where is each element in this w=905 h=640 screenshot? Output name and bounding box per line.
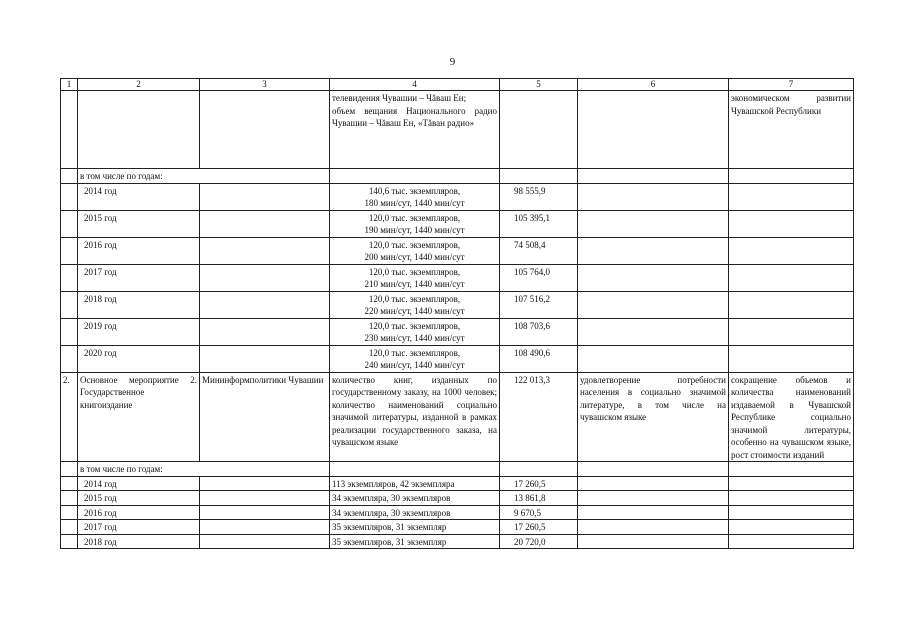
- cell: [200, 183, 330, 210]
- cell-line: 230 мин/сут, 1440 мин/сут: [364, 333, 465, 343]
- cell-line: объем вещания Национального радио Чувашии – Чăваш Ен, «Тăван радио»: [332, 105, 497, 128]
- year-cell: 2016 год: [78, 237, 200, 264]
- col-header: 5: [500, 79, 578, 91]
- cell-line: 190 мин/сут, 1440 мин/сут: [364, 225, 465, 235]
- cell: [578, 91, 729, 169]
- header-row: [61, 79, 854, 91]
- indicator-cell: 113 экземпляров, 42 экземпляра: [330, 476, 500, 491]
- cell: [578, 183, 729, 210]
- amount-cell: 17 260,5: [500, 520, 578, 535]
- cell: [61, 505, 78, 520]
- risk-cell: сокращение объемов и количества наименований издаваемой в Чувашской Республике социально значимой литературы, особенно на чувашском языке, рост стоимости изданий: [729, 372, 854, 462]
- year-row: [61, 534, 854, 549]
- amount-cell: 9 670,5: [500, 505, 578, 520]
- year-cell: 2019 год: [78, 318, 200, 345]
- cell: [578, 462, 729, 477]
- year-row: [61, 264, 854, 291]
- cell-line: 120,0 тыс. экземпляров,: [368, 212, 461, 223]
- year-row: [61, 318, 854, 345]
- cell: экономическом развитии Чувашской Республики: [729, 91, 854, 169]
- cell: [61, 291, 78, 318]
- cell: [61, 534, 78, 549]
- subtotal-label-row: [61, 462, 854, 477]
- continuation-row: [61, 91, 854, 169]
- amount-cell: 108 490,6: [500, 345, 578, 372]
- page-number: 9: [449, 56, 456, 68]
- col-header: 2: [78, 79, 200, 91]
- cell: [61, 169, 78, 184]
- cell: [578, 505, 729, 520]
- col-header: 7: [729, 79, 854, 91]
- indicator-cell: количество книг, изданных по государственному заказу, на 1000 человек; количество наименований социально значимой литературы, изданной в рамках реализации государственного заказа, на чувашском языке: [330, 372, 500, 462]
- item-number: 2.: [61, 372, 78, 462]
- cell-line: 120,0 тыс. экземпляров,: [368, 320, 461, 331]
- indicator-cell: 35 экземпляров, 31 экземпляр: [330, 534, 500, 549]
- cell: [200, 237, 330, 264]
- cell: [200, 520, 330, 535]
- cell: [578, 491, 729, 506]
- cell: [330, 91, 500, 169]
- indicator-cell: [330, 264, 500, 291]
- year-cell: 2016 год: [78, 505, 200, 520]
- amount-cell: 122 013,3: [500, 372, 578, 462]
- cell: [61, 462, 78, 477]
- cell: [578, 291, 729, 318]
- year-row: [61, 476, 854, 491]
- year-cell: 2018 год: [78, 534, 200, 549]
- year-cell: 2017 год: [78, 520, 200, 535]
- indicator-cell: [330, 291, 500, 318]
- col-header: 1: [61, 79, 78, 91]
- cell-line: 210 мин/сут, 1440 мин/сут: [364, 279, 465, 289]
- indicator-cell: [330, 237, 500, 264]
- subtotal-label-row: [61, 169, 854, 184]
- cell: [61, 237, 78, 264]
- cell: [729, 291, 854, 318]
- indicator-cell: [330, 318, 500, 345]
- cell: [729, 169, 854, 184]
- year-row: [61, 491, 854, 506]
- year-cell: 2015 год: [78, 210, 200, 237]
- amount-cell: 105 764,0: [500, 264, 578, 291]
- cell: [61, 210, 78, 237]
- indicator-cell: [330, 345, 500, 372]
- amount-cell: 107 516,2: [500, 291, 578, 318]
- cell-line: телевидения Чувашии – Чăваш Ен;: [332, 93, 467, 103]
- year-row: [61, 520, 854, 535]
- cell: [729, 534, 854, 549]
- cell: [200, 505, 330, 520]
- cell: [61, 520, 78, 535]
- amount-cell: 108 703,6: [500, 318, 578, 345]
- amount-cell: 17 260,5: [500, 476, 578, 491]
- cell: [61, 318, 78, 345]
- cell: [578, 318, 729, 345]
- amount-cell: 20 720,0: [500, 534, 578, 549]
- cell: [78, 91, 200, 169]
- cell: [61, 491, 78, 506]
- cell-line: 240 мин/сут, 1440 мин/сут: [364, 360, 465, 370]
- indicator-cell: 34 экземпляра, 30 экземпляров: [330, 505, 500, 520]
- indicator-cell: 34 экземпляра, 30 экземпляров: [330, 491, 500, 506]
- cell: [200, 534, 330, 549]
- cell: [200, 476, 330, 491]
- indicator-cell: 35 экземпляров, 31 экземпляр: [330, 520, 500, 535]
- cell: [578, 264, 729, 291]
- year-cell: 2018 год: [78, 291, 200, 318]
- responsible-cell: Мининформполитики Чувашии: [200, 372, 330, 462]
- cell-line: 180 мин/сут, 1440 мин/сут: [364, 198, 465, 208]
- cell: [200, 264, 330, 291]
- program-table: [60, 78, 854, 549]
- year-cell: 2020 год: [78, 345, 200, 372]
- cell: [729, 210, 854, 237]
- year-row: [61, 291, 854, 318]
- result-cell: удовлетворение потребности населения в социально значимой литературе, в том числе на чувашском языке: [578, 372, 729, 462]
- cell: [500, 462, 578, 477]
- cell: [500, 91, 578, 169]
- cell: [729, 491, 854, 506]
- cell: [578, 210, 729, 237]
- cell: [729, 462, 854, 477]
- year-row: [61, 183, 854, 210]
- cell: [200, 210, 330, 237]
- year-row: [61, 237, 854, 264]
- cell: [200, 491, 330, 506]
- sub-label: в том числе по годам:: [78, 462, 330, 477]
- item-title: Основное мероприятие 2. Государственное книгоиздание: [78, 372, 200, 462]
- sub-label: в том числе по годам:: [78, 169, 330, 184]
- amount-cell: 98 555,9: [500, 183, 578, 210]
- cell: [729, 476, 854, 491]
- cell-line: 220 мин/сут, 1440 мин/сут: [364, 306, 465, 316]
- year-cell: 2014 год: [78, 476, 200, 491]
- cell: [729, 505, 854, 520]
- cell-line: 120,0 тыс. экземпляров,: [368, 266, 461, 277]
- cell: [61, 476, 78, 491]
- item-row: [61, 372, 854, 462]
- cell: [200, 291, 330, 318]
- cell: [578, 345, 729, 372]
- year-row: [61, 345, 854, 372]
- year-row: [61, 505, 854, 520]
- col-header: 6: [578, 79, 729, 91]
- cell: [200, 91, 330, 169]
- cell: [578, 534, 729, 549]
- cell: [578, 169, 729, 184]
- year-cell: 2014 год: [78, 183, 200, 210]
- cell: [200, 345, 330, 372]
- amount-cell: 13 861,8: [500, 491, 578, 506]
- cell: [330, 169, 500, 184]
- year-row: [61, 210, 854, 237]
- year-cell: 2017 год: [78, 264, 200, 291]
- cell: [729, 520, 854, 535]
- cell: [578, 520, 729, 535]
- cell-line: 120,0 тыс. экземпляров,: [368, 239, 461, 250]
- col-header: 3: [200, 79, 330, 91]
- cell: [61, 183, 78, 210]
- cell: [330, 462, 500, 477]
- indicator-cell: [330, 210, 500, 237]
- cell: [61, 345, 78, 372]
- indicator-cell: [330, 183, 500, 210]
- cell-line: 140,6 тыс. экземпляров,: [368, 185, 461, 196]
- cell: [729, 318, 854, 345]
- cell-line: 200 мин/сут, 1440 мин/сут: [364, 252, 465, 262]
- amount-cell: 74 508,4: [500, 237, 578, 264]
- cell: [729, 183, 854, 210]
- cell-line: 120,0 тыс. экземпляров,: [368, 293, 461, 304]
- cell: [500, 169, 578, 184]
- cell-line: 120,0 тыс. экземпляров,: [368, 347, 461, 358]
- cell: [729, 264, 854, 291]
- cell: [578, 476, 729, 491]
- col-header: 4: [330, 79, 500, 91]
- year-cell: 2015 год: [78, 491, 200, 506]
- cell: [729, 237, 854, 264]
- cell: [61, 264, 78, 291]
- cell: [200, 318, 330, 345]
- cell: [578, 237, 729, 264]
- cell: [729, 345, 854, 372]
- amount-cell: 105 395,1: [500, 210, 578, 237]
- cell: [61, 91, 78, 169]
